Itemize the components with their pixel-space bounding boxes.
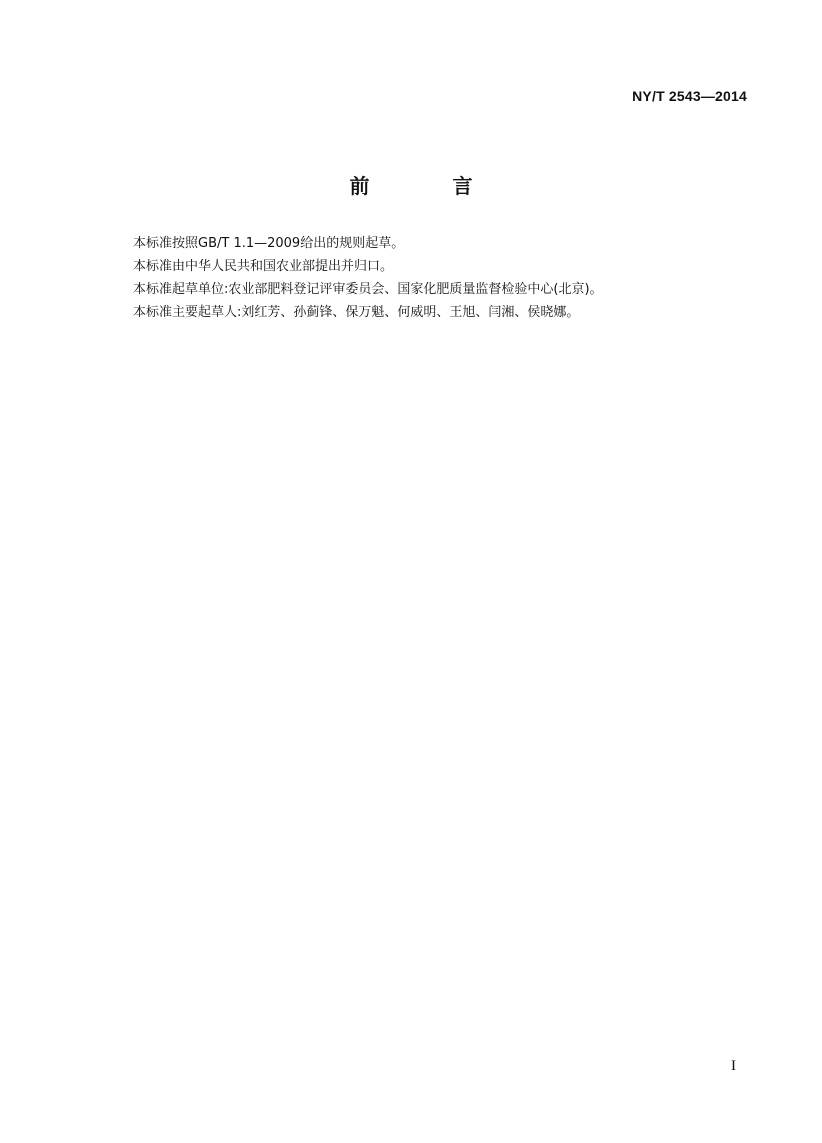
paragraph-drafters: 本标准主要起草人:刘红芳、孙蓟锋、保万魁、何威明、王旭、闫湘、侯晓娜。 (133, 305, 580, 320)
paragraph-proposer: 本标准由中华人民共和国农业部提出并归口。 (133, 259, 394, 274)
page-title: 前 言 (349, 174, 511, 198)
foreword-body (133, 232, 753, 324)
paragraph-drafting-units: 本标准起草单位:农业部肥料登记评审委员会、国家化肥质量监督检验中心(北京)。 (133, 282, 603, 297)
paragraph-drafting-rules: 本标准按照GB/T 1.1—2009给出的规则起草。 (133, 236, 405, 251)
page-number: I (731, 1058, 736, 1074)
standard-number: NY/T 2543—2014 (632, 88, 747, 104)
